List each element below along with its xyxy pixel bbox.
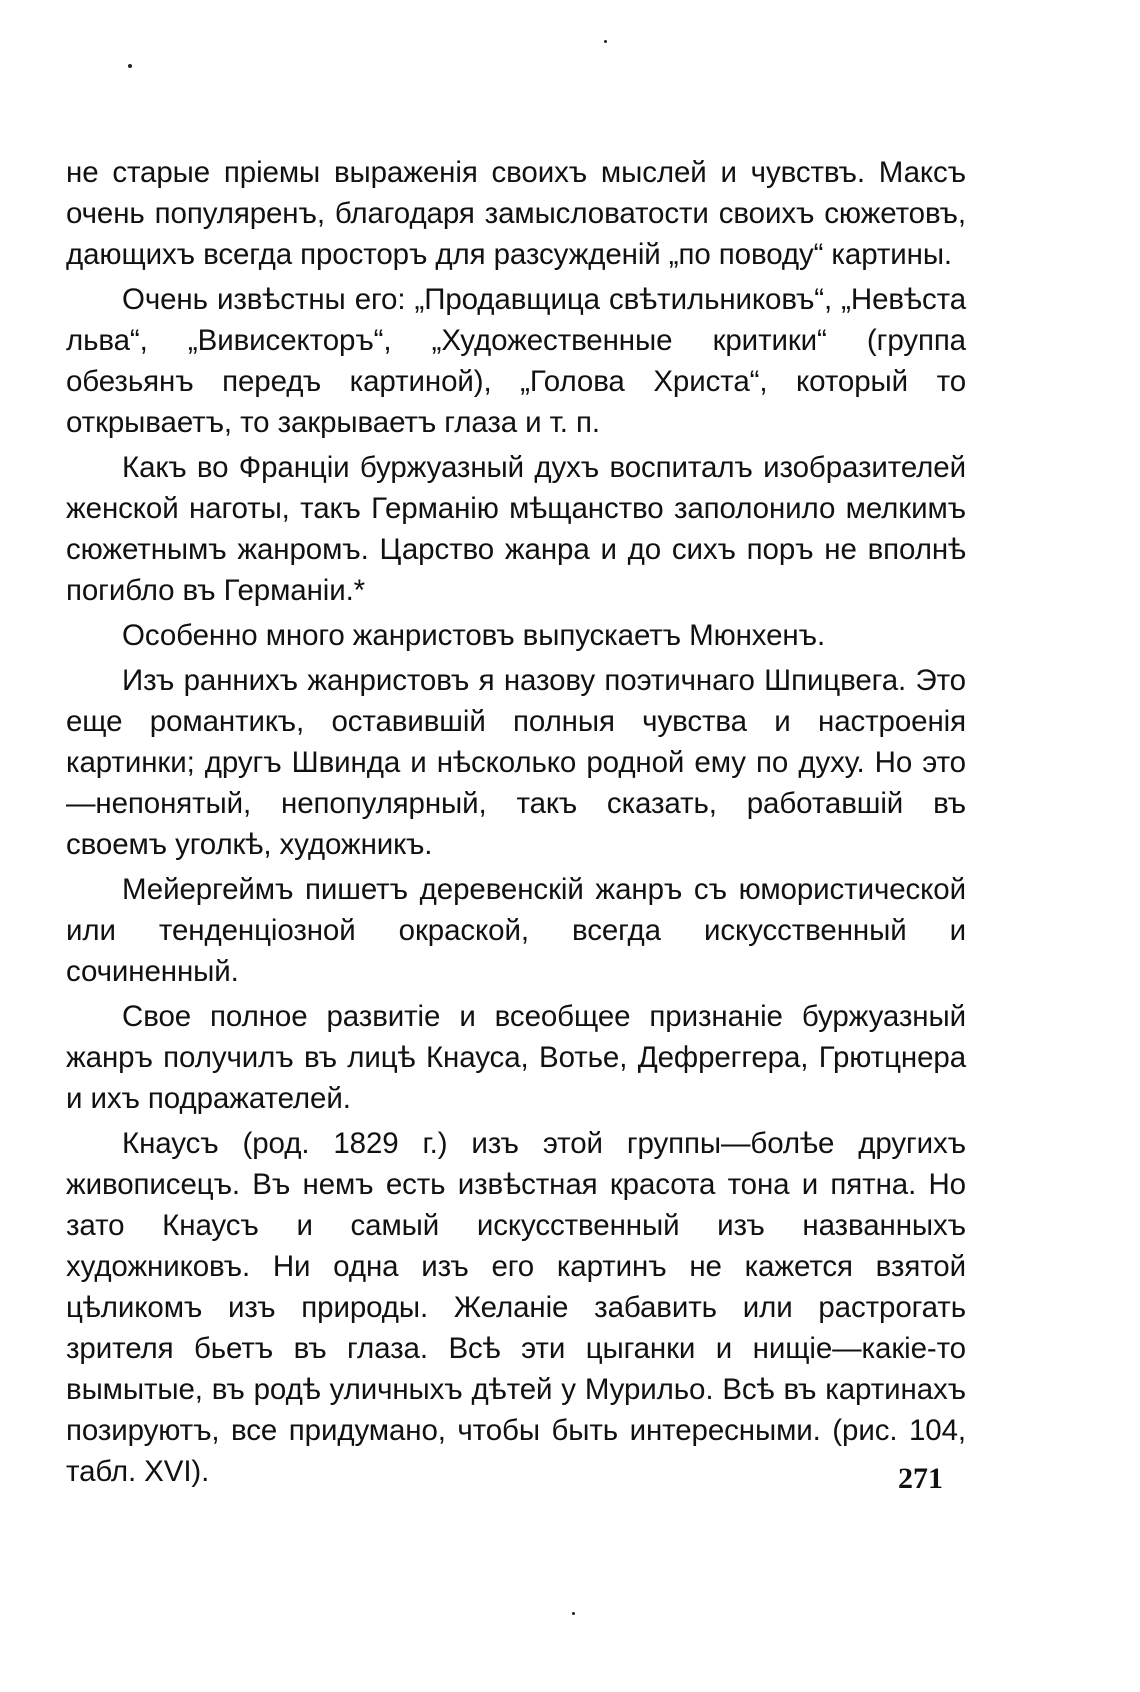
paragraph-6: Мейергеймъ пишетъ деревенскій жанръ съ юмористической или тенденціозной окраской, всегда искусственный и сочиненный. xyxy=(66,873,966,988)
print-speck xyxy=(128,64,132,68)
paragraph-4: Особенно много жанристовъ выпускаетъ Мюнхенъ. xyxy=(122,619,826,652)
paragraph-3: Какъ во Франціи буржуазный духъ воспиталъ изобразителей женской наготы, такъ Германію мѣщанство заполонило мелкимъ сюжетнымъ жанромъ. Царство жанра и до сихъ поръ не вполнѣ погибло въ Германіи.* xyxy=(66,451,966,607)
page-number: 271 xyxy=(898,1462,943,1495)
print-speck xyxy=(572,1612,575,1615)
paragraph-2: Очень извѣстны его: „Продавщица свѣтильниковъ“, „Невѣста льва“, „Вивисекторъ“, „Художественные критики“ (группа обезьянъ передъ картиной), „Голова Христа“, который то открываетъ, то закрываетъ глаза и т. п. xyxy=(66,283,966,439)
paragraph-5: Изъ раннихъ жанристовъ я назову поэтичнаго Шпицвега. Это еще романтикъ, оставившій полныя чувства и настроенія картинки; другъ Швинда и нѣсколько родной ему по духу. Но это—непонятый, непопулярный, такъ сказать, работавшій въ своемъ уголкѣ, художникъ. xyxy=(66,664,966,861)
paragraph-8: Кнаусъ (род. 1829 г.) изъ этой группы—болѣе другихъ живописецъ. Въ немъ есть извѣстная красота тона и пятна. Но зато Кнаусъ и самый искусственный изъ названныхъ художниковъ. Ни одна изъ его картинъ не кажется взятой цѣликомъ изъ природы. Желаніе забавить или растрогать зрителя бьетъ въ глаза. Всѣ эти цыганки и нищіе—какіе-то вымытые, въ родѣ уличныхъ дѣтей у Мурильо. Всѣ въ картинахъ позируютъ, все придумано, чтобы быть интересными. (рис. 104, табл. XVI). xyxy=(66,1127,966,1488)
print-speck xyxy=(604,40,607,43)
paragraph-7: Свое полное развитіе и всеобщее признаніе буржуазный жанръ получилъ въ лицѣ Кнауса, Вотье, Дефреггера, Грютцнера и ихъ подражателей. xyxy=(66,1000,966,1115)
body-text xyxy=(66,152,966,1496)
paragraph-1: не старые пріемы выраженія своихъ мыслей и чувствъ. Максъ очень популяренъ, благодаря замысловатости своихъ сюжетовъ, дающихъ всегда просторъ для разсужденій „по поводу“ картины. xyxy=(66,156,966,271)
